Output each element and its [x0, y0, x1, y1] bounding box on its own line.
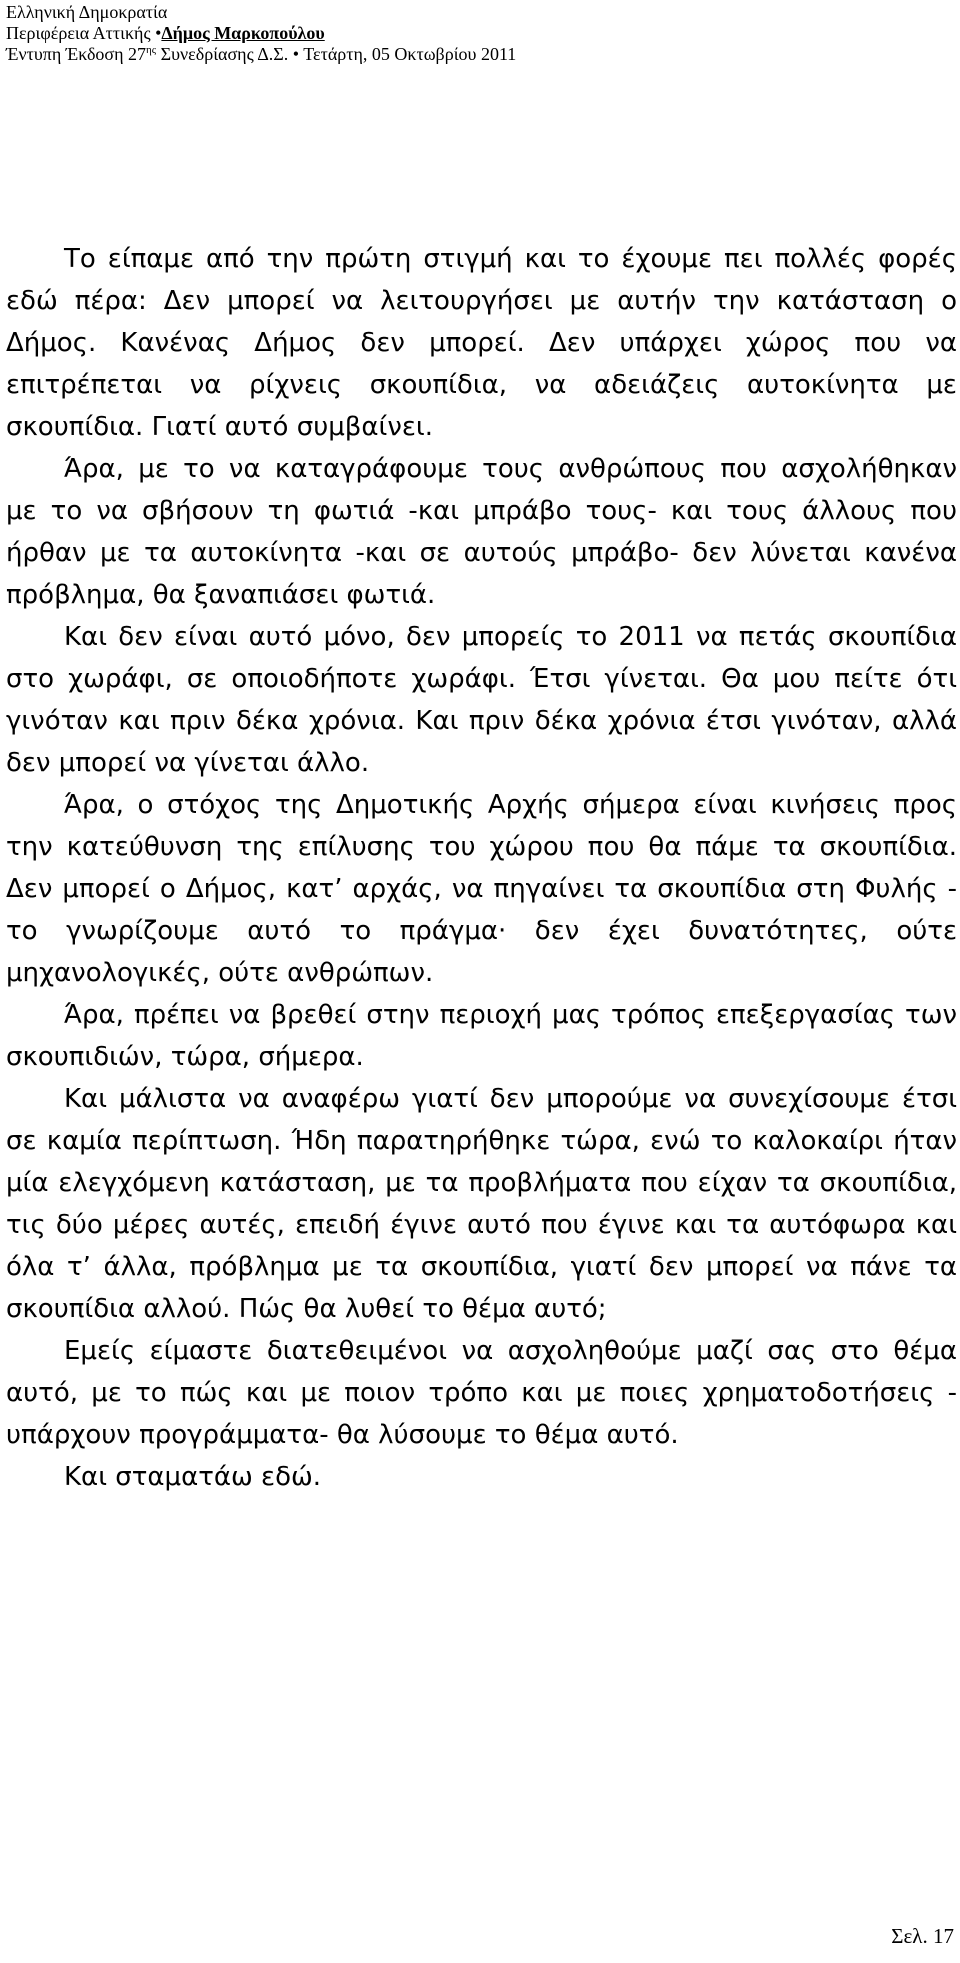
text-line: σε καμία περίπτωση. Ήδη παρατηρήθηκε τώρα, ενώ το καλοκαίρι ήταν	[6, 1126, 957, 1156]
text-line: όλα τ’ άλλα, πρόβλημα με τα σκουπίδια, γιατί δεν μπορεί να πάνε τα	[6, 1252, 957, 1282]
text-line: ήρθαν με τα αυτοκίνητα -και σε αυτούς μπράβο- δεν λύνεται κανένα	[6, 538, 957, 568]
text-line: Άρα, ο στόχος της Δημοτικής Αρχής σήμερα είναι κινήσεις προς	[64, 790, 957, 820]
paragraph	[6, 1336, 957, 1462]
text-line: μία ελεγχόμενη κατάσταση, με τα προβλήματα που είχαν τα σκουπίδια,	[6, 1168, 957, 1198]
paragraph	[6, 1462, 957, 1504]
header-country: Ελληνική Δημοκρατία	[6, 2, 168, 22]
header-edition-line	[6, 44, 516, 65]
text-line: Και σταματάω εδώ.	[64, 1462, 322, 1492]
text-line: εδώ πέρα: Δεν μπορεί να λειτουργήσει με αυτήν την κατάσταση ο	[6, 286, 957, 316]
text-line: την κατεύθυνση της επίλυσης του χώρου που θα πάμε τα σκουπίδια.	[6, 832, 957, 862]
header-edition-post: Συνεδρίασης Δ.Σ.	[156, 44, 289, 64]
paragraph	[6, 454, 957, 622]
paragraph	[6, 790, 957, 1000]
text-line: μηχανολογικές, ούτε ανθρώπων.	[6, 958, 434, 988]
document-header	[6, 2, 516, 65]
text-line: Εμείς είμαστε διατεθειμένοι να ασχοληθούμε μαζί σας στο θέμα	[64, 1336, 957, 1366]
header-bullet: •	[155, 23, 162, 43]
header-edition-sup: ης	[146, 44, 157, 56]
text-line: γινόταν και πριν δέκα χρόνια. Και πριν δέκα χρόνια έτσι γινόταν, αλλά	[6, 706, 957, 736]
header-date: Τετάρτη, 05 Οκτωβρίου 2011	[303, 44, 517, 64]
paragraph	[6, 622, 957, 790]
text-line: στο χωράφι, σε οποιοδήποτε χωράφι. Έτσι γίνεται. Θα μου πείτε ότι	[6, 664, 957, 694]
text-line: Δήμος. Κανένας Δήμος δεν μπορεί. Δεν υπάρχει χώρος που να	[6, 328, 957, 358]
paragraph	[6, 1000, 957, 1084]
text-line: δεν μπορεί να γίνεται άλλο.	[6, 748, 370, 778]
text-line: σκουπίδια. Γιατί αυτό συμβαίνει.	[6, 412, 433, 442]
header-bullet-2: •	[292, 44, 300, 64]
text-line: τις δύο μέρες αυτές, επειδή έγινε αυτό που έγινε και τα αυτόφωρα και	[6, 1210, 957, 1240]
text-line: αυτό, με το πώς και με ποιον τρόπο και με ποιες χρηματοδοτήσεις -	[6, 1378, 957, 1408]
document-body	[6, 244, 957, 1504]
header-region-line	[6, 23, 516, 44]
paragraph	[6, 244, 957, 454]
text-line: Και δεν είναι αυτό μόνο, δεν μπορείς το 2011 να πετάς σκουπίδια	[64, 622, 957, 652]
text-line: υπάρχουν προγράμματα- θα λύσουμε το θέμα αυτό.	[6, 1420, 679, 1450]
text-line: επιτρέπεται να ρίχνεις σκουπίδια, να αδειάζεις αυτοκίνητα με	[6, 370, 957, 400]
text-line: πρόβλημα, θα ξαναπιάσει φωτιά.	[6, 580, 436, 610]
text-line: με το να σβήσουν τη φωτιά -και μπράβο τους- και τους άλλους που	[6, 496, 957, 526]
header-edition-pre: Έντυπη Έκδοση 27	[6, 44, 147, 64]
text-line: Το είπαμε από την πρώτη στιγμή και το έχουμε πει πολλές φορές	[64, 244, 957, 274]
text-line: Άρα, με το να καταγράφουμε τους ανθρώπους που ασχολήθηκαν	[64, 454, 957, 484]
text-line: σκουπιδιών, τώρα, σήμερα.	[6, 1042, 364, 1072]
text-line: το γνωρίζουμε αυτό το πράγμα· δεν έχει δυνατότητες, ούτε	[6, 916, 957, 946]
paragraph	[6, 1084, 957, 1336]
text-line: Άρα, πρέπει να βρεθεί στην περιοχή μας τρόπος επεξεργασίας των	[64, 1000, 957, 1030]
page-number: Σελ. 17	[891, 1924, 954, 1948]
text-line: Και μάλιστα να αναφέρω γιατί δεν μπορούμε να συνεχίσουμε έτσι	[64, 1084, 957, 1114]
header-municipality: Δήμος Μαρκοπούλου	[161, 23, 325, 43]
text-line: σκουπίδια αλλού. Πώς θα λυθεί το θέμα αυτό;	[6, 1294, 607, 1324]
header-region: Περιφέρεια Αττικής	[6, 23, 151, 43]
text-line: Δεν μπορεί ο Δήμος, κατ’ αρχάς, να πηγαίνει τα σκουπίδια στη Φυλής -	[6, 874, 957, 904]
